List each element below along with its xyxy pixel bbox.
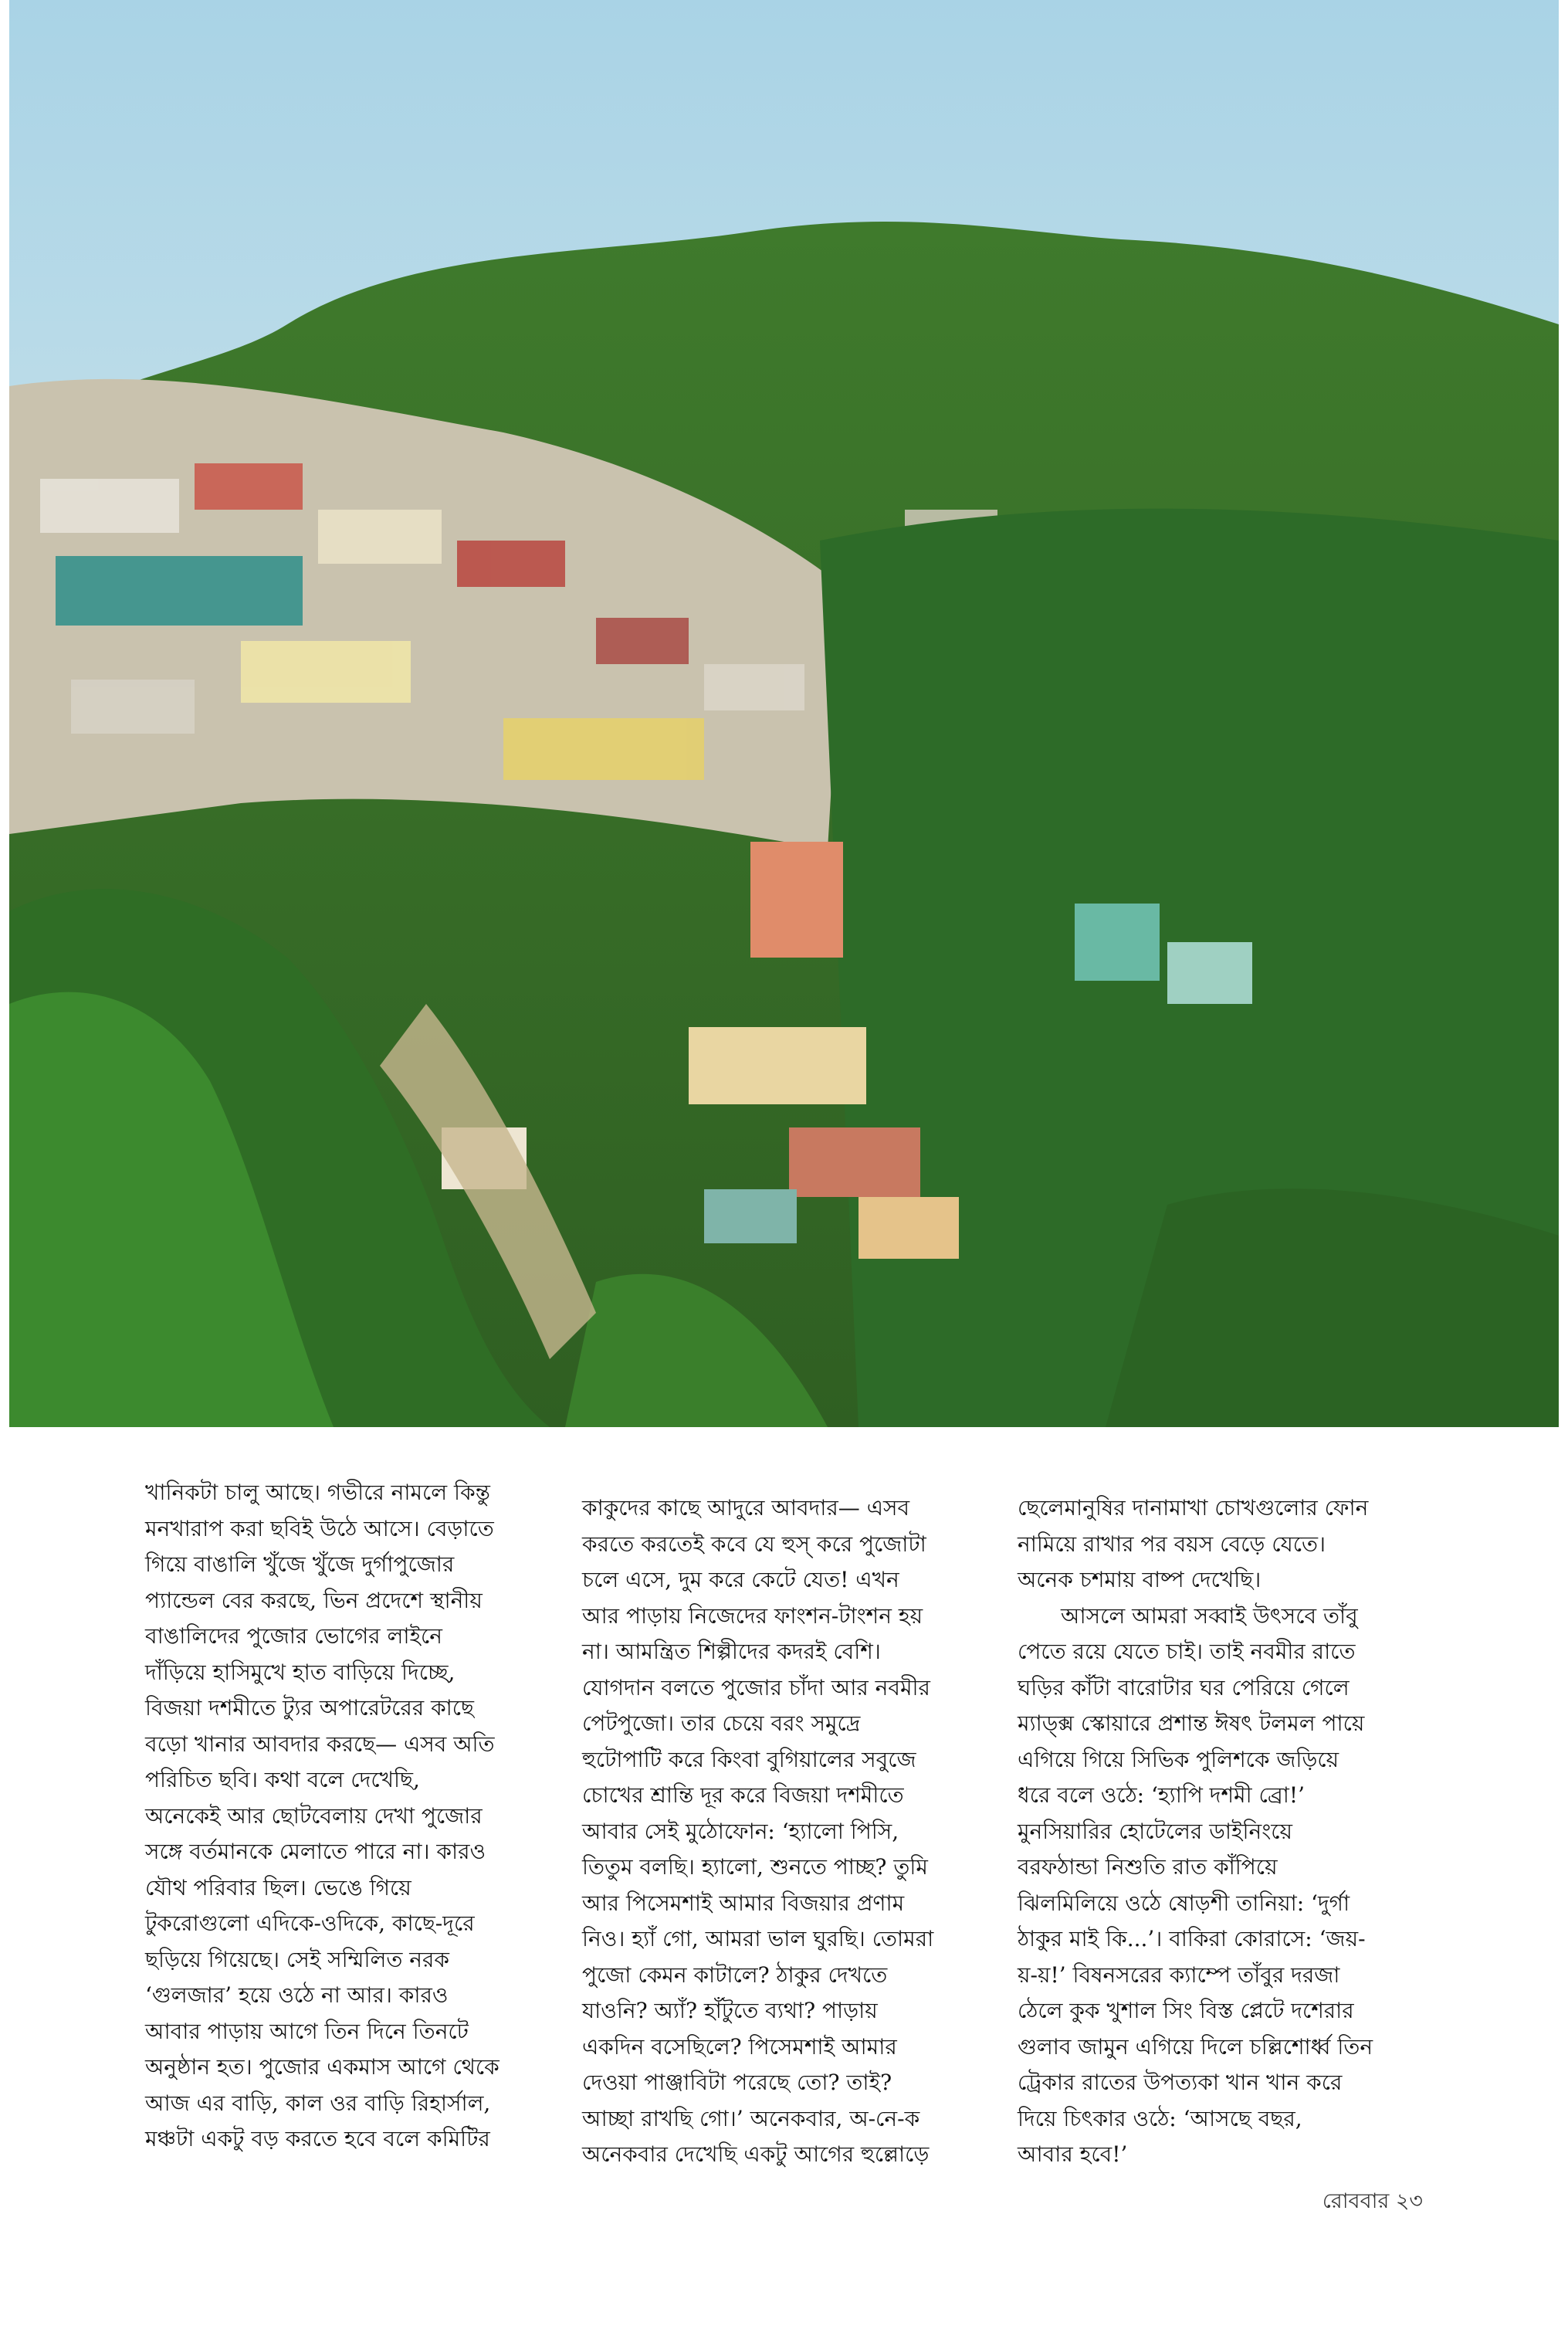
landscape-illustration	[9, 0, 1559, 1427]
body-line: গুলাব জামুন এগিয়ে দিলে চল্লিশোর্ধ্ব তিন	[1018, 2033, 1373, 2060]
body-line: প্যান্ডেল বের করছে, ভিন প্রদেশে স্থানীয়	[145, 1587, 483, 1613]
body-line: ট্রেকার রাতের উপত্যকা খান খান করে	[1018, 2070, 1343, 2095]
body-line: মনখারাপ করা ছবিই উঠে আসে। বেড়াতে	[145, 1515, 494, 1541]
page-folio: রোববার ২৩	[1322, 2189, 1423, 2213]
body-line: আর পিসেমশাই আমার বিজয়ার প্রণাম	[582, 1890, 905, 1916]
body-line: চোখের শ্রান্তি দূর করে বিজয়া দশমীতে	[582, 1782, 904, 1808]
body-line: ছেলেমানুষির দানামাখা চোখগুলোর ফোন	[1018, 1495, 1369, 1521]
body-line: ঘড়ির কাঁটা বারোটার ঘর পেরিয়ে গেলে	[1018, 1674, 1350, 1700]
body-line: একদিন বসেছিলে? পিসেমশাই আমার	[582, 2033, 897, 2060]
body-line: অনুষ্ঠান হত। পুজোর একমাস আগে থেকে	[145, 2054, 500, 2080]
body-line: করতে করতেই কবে যে হুস্‌ করে পুজোটা	[582, 1531, 926, 1557]
body-line: ঠেলে কুক খুশাল সিং বিস্ত প্লেটে দশেরার	[1018, 1998, 1354, 2023]
body-line: বড়ো খানার আবদার করছে— এসব অতি	[145, 1731, 495, 1757]
body-line: পরিচিত ছবি। কথা বলে দেখেছি,	[145, 1767, 420, 1792]
body-line: টুকরোগুলো এদিকে-ওদিকে, কাছে-দূরে	[145, 1911, 475, 1936]
body-line: আচ্ছা রাখছি গো।’ অনেকবার, অ-নে-ক	[582, 2105, 920, 2131]
body-line: খানিকটা চালু আছে। গভীরে নামলে কিন্তু	[145, 1480, 490, 1505]
body-line: আর পাড়ায় নিজেদের ফাংশন-টাংশন হয়	[582, 1602, 923, 1629]
body-line: মঞ্চটা একটু বড় করতে হবে বলে কমিটির	[145, 2126, 490, 2151]
body-line: এগিয়ে গিয়ে সিভিক পুলিশকে জড়িয়ে	[1018, 1746, 1339, 1772]
body-line: নিও। হ্যাঁ গো, আমরা ভাল ঘুরছি। তোমরা	[582, 1926, 934, 1951]
body-line: আবার হবে!’	[1018, 2141, 1128, 2167]
body-line: না। আমন্ত্রিত শিল্পীদের কদরই বেশি।	[582, 1639, 881, 1664]
body-line: সঙ্গে বর্তমানকে মেলাতে পারে না। কারও	[145, 1839, 486, 1864]
body-line: অনেকবার দেখেছি একটু আগের হুল্লোড়ে	[582, 2141, 930, 2167]
body-line: পেটপুজো। তার চেয়ে বরং সমুদ্রে	[582, 1711, 861, 1736]
body-line: ধরে বলে ওঠে: ‘হ্যাপি দশমী ব্রো!’	[1018, 1782, 1306, 1808]
body-line: বিজয়া দশমীতে ট্যুর অপারেটরের কাছে	[145, 1695, 474, 1721]
hill-town-photo	[9, 0, 1559, 1427]
text-column-2	[582, 1490, 991, 2173]
body-line: পেতে রয়ে যেতে চাই। তাই নবমীর রাতে	[1018, 1639, 1356, 1664]
body-line: পুজো কেমন কাটালে? ঠাকুর দেখতে	[582, 1962, 888, 1988]
body-line: অনেক চশমায় বাষ্প দেখেছি।	[1018, 1567, 1262, 1592]
text-column-1	[145, 1475, 554, 2158]
body-line: ঝিলমিলিয়ে ওঠে ষোড়শী তানিয়া: ‘দুর্গা	[1018, 1890, 1350, 1916]
body-line: বরফঠান্ডা নিশুতি রাত কাঁপিয়ে	[1018, 1854, 1278, 1880]
body-line: মুনসিয়ারির হোটেলের ডাইনিংয়ে	[1018, 1818, 1293, 1844]
body-line-paragraph-start: আসলে আমরা সব্বাই উৎসবে তাঁবু	[1061, 1602, 1358, 1629]
body-line: দেওয়া পাঞ্জাবিটা পরেছে তো? তাই?	[582, 2070, 892, 2095]
body-line: দিয়ে চিৎকার ওঠে: ‘আসছে বছর,	[1018, 2105, 1302, 2131]
body-line: আবার পাড়ায় আগে তিন দিনে তিনটে	[145, 2018, 469, 2044]
body-line: অনেকেই আর ছোটবেলায় দেখা পুজোর	[145, 1802, 483, 1829]
body-line: যাওনি? অ্যাঁ? হাঁটুতে ব্যথা? পাড়ায়	[582, 1998, 878, 2023]
body-line: নামিয়ে রাখার পর বয়স বেড়ে যেতে।	[1018, 1531, 1326, 1557]
body-line: গিয়ে বাঙালি খুঁজে খুঁজে দুর্গাপুজোর	[145, 1551, 455, 1577]
body-line: আজ এর বাড়ি, কাল ওর বাড়ি রিহার্সাল,	[145, 2090, 491, 2116]
body-line: বাঙালিদের পুজোর ভোগের লাইনে	[145, 1623, 442, 1649]
body-line: হুটোপাটি করে কিংবা বুগিয়ালের সবুজে	[582, 1746, 916, 1772]
body-line: ছড়িয়ে গিয়েছে। সেই সম্মিলিত নরক	[145, 1946, 449, 1972]
body-line: তিতুম বলছি। হ্যালো, শুনতে পাচ্ছ? তুমি	[582, 1854, 928, 1880]
text-column-3	[1018, 1490, 1427, 2173]
body-line: আবার সেই মুঠোফোন: ‘হ্যালো পিসি,	[582, 1818, 899, 1844]
body-line: য়-য়!’ বিষনসরের ক্যাম্পে তাঁবুর দরজা	[1018, 1962, 1340, 1988]
article-body	[145, 1475, 1450, 2170]
body-line: দাঁড়িয়ে হাসিমুখে হাত বাড়িয়ে দিচ্ছে,	[145, 1659, 455, 1685]
body-line: যোগদান বলতে পুজোর চাঁদা আর নবমীর	[582, 1674, 930, 1700]
body-line: যৌথ পরিবার ছিল। ভেঙে গিয়ে	[145, 1874, 411, 1900]
body-line: ম্যাড্‌ক্স স্কোয়ারে প্রশান্ত ঈষৎ টলমল পায়ে	[1018, 1711, 1365, 1736]
body-line: ‘গুলজার’ হয়ে ওঠে না আর। কারও	[145, 1982, 449, 2008]
body-line: ঠাকুর মাই কি...’। বাকিরা কোরাসে: ‘জয়-	[1018, 1926, 1366, 1951]
body-line: চলে এসে, দুম করে কেটে যেত! এখন	[582, 1567, 899, 1592]
body-line: কাকুদের কাছে আদুরে আবদার— এসব	[582, 1495, 910, 1521]
